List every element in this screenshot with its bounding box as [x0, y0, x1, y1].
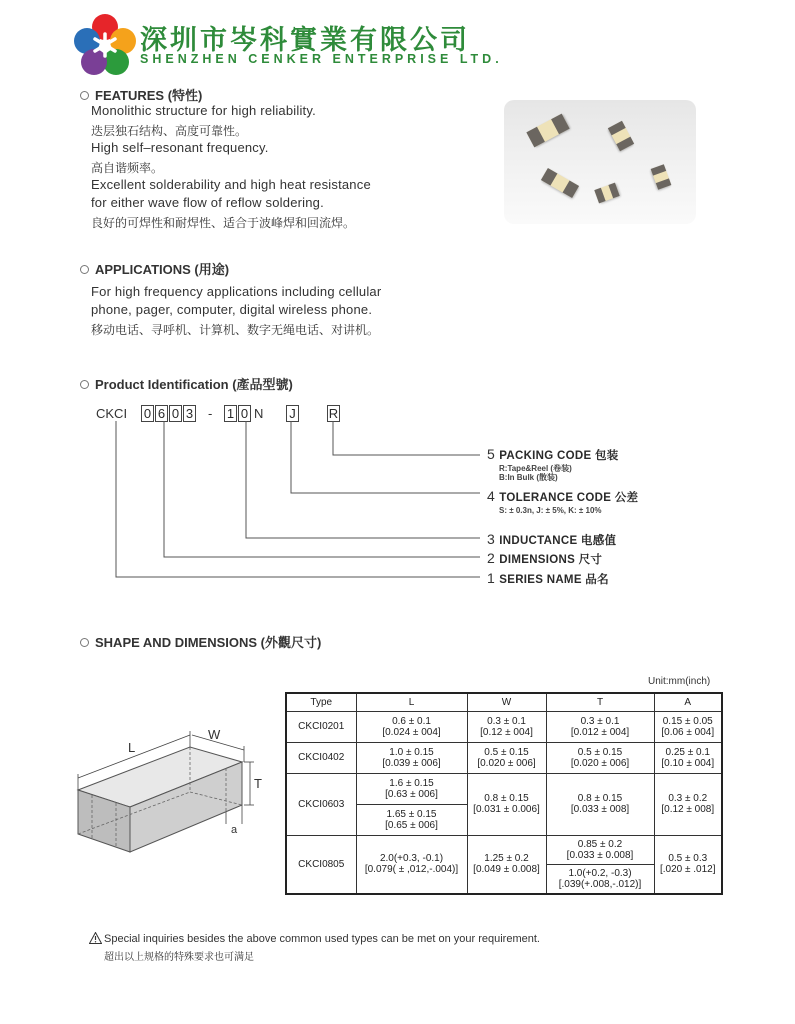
- features-heading: FEATURES (特性): [80, 85, 202, 104]
- col-header-t: T: [546, 693, 654, 711]
- unit-label: Unit:mm(inch): [648, 676, 711, 687]
- bullet-icon: [80, 638, 89, 647]
- features-line-1: Monolithic structure for high reliability.: [91, 103, 316, 118]
- cell-t: 0.5 ± 0.15 [0.020 ± 006]: [546, 742, 654, 773]
- cell-t: 1.0(+0.2, -0.3) [.039(+.008,-.012)]: [546, 864, 654, 894]
- legend-packing-sub-1: R:Tape&Reel (卷装): [499, 464, 572, 473]
- diagram-label-l: L: [128, 740, 136, 755]
- col-header-a: A: [654, 693, 722, 711]
- table-row: [286, 835, 722, 864]
- col-header-l: L: [356, 693, 467, 711]
- applications-heading: APPLICATIONS (用途): [80, 259, 229, 278]
- cell-w: 0.8 ± 0.15 [0.031 ± 0.006]: [467, 773, 546, 835]
- cell-a: 0.3 ± 0.2 [0.12 ± 008]: [654, 773, 722, 835]
- features-line-4: 高自谐频率。: [91, 161, 164, 175]
- legend-dimensions: 2 DIMENSIONS 尺寸: [487, 550, 603, 566]
- cell-type: CKCI0805: [286, 835, 356, 894]
- applications-line-3: 移动电话、寻呼机、计算机、数字无绳电话、对讲机。: [91, 323, 380, 337]
- company-name-en: SHENZHEN CENKER ENTERPRISE LTD.: [140, 52, 503, 66]
- diagram-label-t: T: [254, 776, 262, 791]
- applications-line-1: For high frequency applications including cellular: [91, 284, 382, 299]
- code-ind-digit: 1: [224, 405, 237, 422]
- code-ind-unit: N: [254, 406, 264, 421]
- diagram-label-a: a: [231, 824, 238, 836]
- code-packing: R: [328, 406, 339, 421]
- diagram-label-w: W: [208, 727, 221, 742]
- cell-type: CKCI0402: [286, 742, 356, 773]
- cell-w: 0.5 ± 0.15 [0.020 ± 006]: [467, 742, 546, 773]
- cell-a: 0.15 ± 0.05 [0.06 ± 004]: [654, 711, 722, 742]
- code-dim-digit: 3: [183, 405, 196, 422]
- product-id-heading: Product Identification (產品型號): [80, 374, 293, 393]
- legend-packing-sub-2: B:In Bulk (散装): [499, 473, 558, 482]
- code-tolerance: J: [286, 405, 299, 422]
- warning-icon: [89, 932, 102, 944]
- cell-l: 2.0(+0.3, -0.1) [0.079( ± ,012,-.004)]: [356, 835, 467, 894]
- cell-a: 0.5 ± 0.3 [.020 ± .012]: [654, 835, 722, 894]
- features-line-2: 迭层独石结构、高度可靠性。: [91, 124, 248, 138]
- legend-packing: 5 PACKING CODE 包装: [487, 446, 619, 462]
- cell-w: 1.25 ± 0.2 [0.049 ± 0.008]: [467, 835, 546, 894]
- cell-t: 0.3 ± 0.1 [0.012 ± 004]: [546, 711, 654, 742]
- code-dash: -: [208, 406, 213, 421]
- cell-type: CKCI0603: [286, 773, 356, 835]
- cell-l: 1.6 ± 0.15 [0.63 ± 006]: [356, 773, 467, 804]
- shape-heading: SHAPE AND DIMENSIONS (外觀尺寸): [80, 632, 321, 651]
- cell-type: CKCI0201: [286, 711, 356, 742]
- cell-l: 1.65 ± 0.15 [0.65 ± 006]: [356, 804, 467, 835]
- code-ind-digit: 0: [238, 405, 251, 422]
- col-header-w: W: [467, 693, 546, 711]
- legend-tolerance-sub: S: ± 0.3n, J: ± 5%, K: ± 10%: [499, 506, 602, 515]
- code-dim-digit: 0: [141, 405, 154, 422]
- col-header-type: Type: [286, 693, 356, 711]
- features-line-5: Excellent solderability and high heat resistance: [91, 177, 371, 192]
- dimensions-table: [285, 692, 723, 895]
- cell-a: 0.25 ± 0.1 [0.10 ± 004]: [654, 742, 722, 773]
- table-row: [286, 742, 722, 773]
- chip-dimension-diagram: [70, 712, 270, 862]
- cell-l: 1.0 ± 0.15 [0.039 ± 006]: [356, 742, 467, 773]
- table-row: [286, 711, 722, 742]
- features-line-6: for either wave flow of reflow soldering.: [91, 195, 324, 210]
- code-series: CKCI: [96, 406, 128, 421]
- cell-t: 0.8 ± 0.15 [0.033 ± 008]: [546, 773, 654, 835]
- note-english: Special inquiries besides the above common used types can be met on your requirement.: [104, 933, 540, 945]
- note-chinese: 超出以上规格的特殊要求也可满足: [104, 952, 254, 963]
- cell-t: 0.85 ± 0.2 [0.033 ± 0.008]: [546, 835, 654, 864]
- legend-inductance: 3 INDUCTANCE 电感值: [487, 531, 617, 547]
- table-row: [286, 773, 722, 804]
- company-name-cn: 深圳市岑科實業有限公司: [140, 25, 470, 56]
- legend-tolerance: 4 TOLERANCE CODE 公差: [487, 488, 639, 504]
- cell-l: 0.6 ± 0.1 [0.024 ± 004]: [356, 711, 467, 742]
- table-header-row: [286, 693, 722, 711]
- code-dim-digit: 0: [169, 405, 182, 422]
- features-line-7: 良好的可焊性和耐焊性、适合于波峰焊和回流焊。: [91, 216, 356, 230]
- code-dim-digit: 6: [155, 405, 168, 422]
- features-line-3: High self–resonant frequency.: [91, 140, 269, 155]
- legend-series-name: 1 SERIES NAME 品名: [487, 570, 609, 586]
- applications-line-2: phone, pager, computer, digital wireless phone.: [91, 302, 373, 317]
- cell-w: 0.3 ± 0.1 [0.12 ± 004]: [467, 711, 546, 742]
